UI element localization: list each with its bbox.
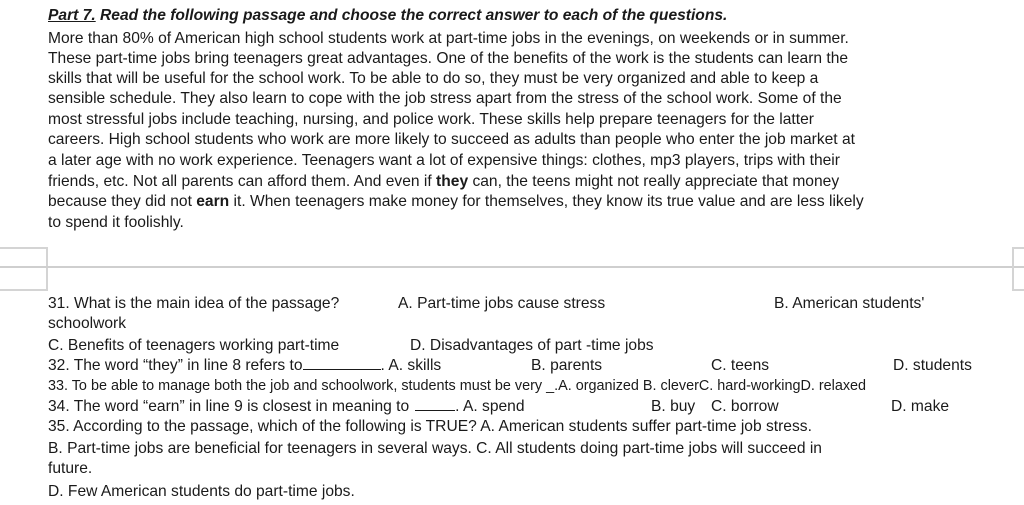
passage-line-9-start: because they did not <box>48 193 197 210</box>
q31-stem: 31. What is the main idea of the passage? <box>48 295 340 312</box>
q32-option-b: B. parents <box>531 357 603 374</box>
q34-option-d: D. make <box>891 398 950 415</box>
q34-stem-line <box>48 397 525 416</box>
q34-answer-blank <box>415 398 455 411</box>
q31-option-a: A. Part-time jobs cause stress <box>398 295 606 312</box>
q34-option-a: . A. spend <box>455 398 525 415</box>
passage-line-8-start: friends, etc. Not all parents can afford them. And even if <box>48 173 437 190</box>
part-label: Part 7. <box>48 7 96 24</box>
q32-option-a: . A. skills <box>380 357 442 374</box>
passage-line-9 <box>48 192 864 211</box>
q32-stem-line <box>48 356 441 375</box>
q35-line-4: D. Few American students do part-time jobs. <box>48 483 355 500</box>
q35-line-2: B. Part-time jobs are beneficial for teenagers in several ways. C. All students doing part-time jobs will succeed in <box>48 440 822 457</box>
crop-bracket-right <box>1012 247 1024 291</box>
crop-bracket-left <box>0 247 48 291</box>
passage-line-5: most stressful jobs include teaching, nursing, and police work. These skills help prepare teenagers for the latter <box>48 111 814 128</box>
q32-option-c: C. teens <box>711 357 770 374</box>
passage-word-earn: earn <box>196 193 230 210</box>
q31-option-b: B. American students' <box>774 295 925 312</box>
q31-option-c: C. Benefits of teenagers working part-time <box>48 337 340 354</box>
passage-line-2: These part-time jobs bring teenagers great advantages. One of the benefits of the work is the students can learn the <box>48 50 849 67</box>
q34-stem: 34. The word “earn” in line 9 is closest in meaning to <box>48 398 410 415</box>
q32-option-d: D. students <box>893 357 972 374</box>
q32-answer-blank <box>303 357 381 370</box>
q32-stem: 32. The word “they” in line 8 refers to <box>48 357 303 374</box>
passage-line-3: skills that will be useful for the school work. To be able to do so, they must be very organized and able to keep a <box>48 70 819 87</box>
passage-line-1: More than 80% of American high school students work at part-time jobs in the evenings, on weekends or in summer. <box>48 30 849 47</box>
q35-line-3: future. <box>48 460 93 477</box>
passage-line-8-end: can, the teens might not really appreciate that money <box>468 173 840 190</box>
passage-line-4: sensible schedule. They also learn to cope with the job stress apart from the stress of the school work. Some of the <box>48 90 842 107</box>
passage-line-10: to spend it foolishly. <box>48 214 184 231</box>
q34-option-b: B. buy <box>651 398 696 415</box>
q34-option-c: C. borrow <box>711 398 779 415</box>
q33-text: 33. To be able to manage both the job and schoolwork, students must be very _.A. organized B. cleverC. hard-workingD. relaxed <box>48 378 867 394</box>
passage-line-9-end: it. When teenagers make money for themselves, they know its true value and are less likely <box>229 193 864 210</box>
passage-line-8 <box>48 172 839 191</box>
q31-option-d: D. Disadvantages of part -time jobs <box>410 337 654 354</box>
part-heading <box>48 6 727 25</box>
section-divider <box>0 266 1024 268</box>
passage-line-7: a later age with no work experience. Teenagers want a lot of expensive things: clothes, mp3 players, trips with their <box>48 152 840 169</box>
q35-line-1: 35. According to the passage, which of the following is TRUE? A. American students suffer part-time job stress. <box>48 418 812 435</box>
passage-line-6: careers. High school students who work are more likely to succeed as adults than people who enter the job market at <box>48 131 855 148</box>
part-instruction: Read the following passage and choose the correct answer to each of the questions. <box>95 7 728 24</box>
q31-option-b-continued: schoolwork <box>48 315 126 332</box>
passage-word-they: they <box>436 173 469 190</box>
